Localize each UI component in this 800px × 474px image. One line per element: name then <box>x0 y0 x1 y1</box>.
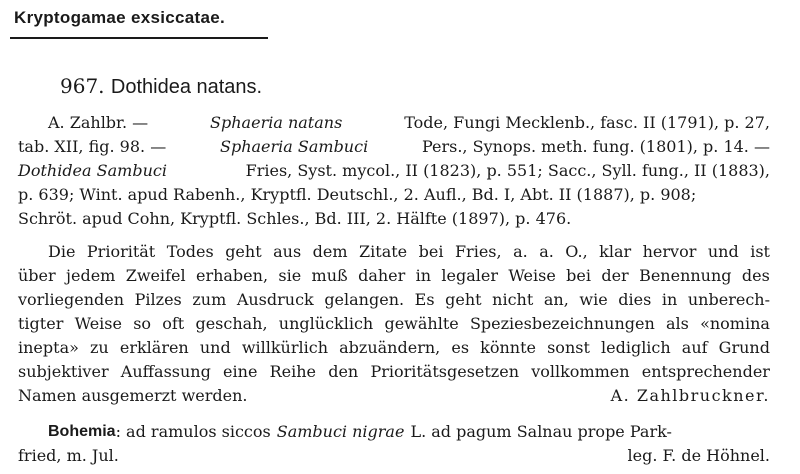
syn-3-b: Fries, Syst. mycol., II (1823), p. 551; Sacc., Syll. fung., II (1883), <box>245 161 770 180</box>
syn-2-taxon: Sphaeria Sambuci <box>219 137 369 156</box>
locality-block <box>18 420 770 468</box>
syn-1-b: Tode, Fungi Mecklenb., fasc. II (1791), p. 27, <box>404 113 770 132</box>
synonymy-line-4 <box>18 183 770 207</box>
discussion-line: über jedem Zweifel erhaben, sie muß daher in legaler Weise bei der Benennung des <box>18 266 770 285</box>
header-underline <box>10 37 268 39</box>
locality-text-b: L. ad pagum Salnau prope Park- <box>410 422 672 441</box>
collector: leg. F. de Höhnel. <box>627 446 770 465</box>
syn-2-b: Pers., Synops. meth. fung. (1801), p. 14. — <box>421 137 770 156</box>
locality-text-a: : ad ramulos siccos <box>115 422 271 441</box>
entry-title <box>60 74 262 99</box>
syn-4-a: p. 639; Wint. apud Rabenh., Kryptfl. Deutschl., 2. Aufl., Bd. I, Abt. II (1887), p. 908; <box>18 185 697 204</box>
discussion-line: subjektiver Auffassung eine Reihe den Prioritätsgesetzen vollkommen entsprechender <box>18 362 770 381</box>
locality-date: fried, m. Jul. <box>18 446 119 465</box>
syn-1-taxon: Sphaeria natans <box>210 113 343 132</box>
synonymy-line-5 <box>18 207 770 231</box>
discussion-line: Namen ausgemerzt werden. <box>18 386 248 405</box>
discussion-line: vorliegenden Pilzes zum Ausdruck gelangen. Es geht nicht an, wie dies in unberech- <box>18 290 770 309</box>
syn-2-a: tab. XII, fig. 98. — <box>18 137 167 156</box>
syn-3-taxon: Dothidea Sambuci <box>18 161 167 180</box>
discussion-line: inepta» zu erklären und willkürlich abzuändern, es könnte sonst lediglich auf Grund <box>18 338 770 357</box>
locality-line-1 <box>18 420 770 444</box>
entry-name: Dothidea natans. <box>110 76 263 98</box>
locality-region: Bohemia <box>48 423 116 440</box>
syn-5-a: Schröt. apud Cohn, Kryptfl. Schles., Bd. III, 2. Hälfte (1897), p. 476. <box>18 209 572 228</box>
discussion-paragraph <box>18 240 770 408</box>
discussion-line: Die Priorität Todes geht aus dem Zitate bei Fries, a. a. O., klar hervor und ist <box>48 242 770 261</box>
section-header: Kryptogamae exsiccatae. <box>14 8 226 27</box>
discussion-line: tigter Weise so oft geschah, unglücklich gewählte Speziesbezeichnungen als «nomina <box>18 314 770 333</box>
locality-host: Sambuci nigrae <box>276 422 405 441</box>
entry-number: 967. <box>60 74 105 98</box>
synonymy-line-2 <box>18 135 770 159</box>
locality-line-2 <box>18 444 770 468</box>
synonymy-line-3 <box>18 159 770 183</box>
discussion-last-row <box>18 384 770 408</box>
author-signature: A. Zahlbruckner. <box>610 386 770 405</box>
synonymy-block <box>18 111 770 231</box>
synonymy-line-1 <box>18 111 770 135</box>
syn-1-a: A. Zahlbr. — <box>48 113 149 132</box>
